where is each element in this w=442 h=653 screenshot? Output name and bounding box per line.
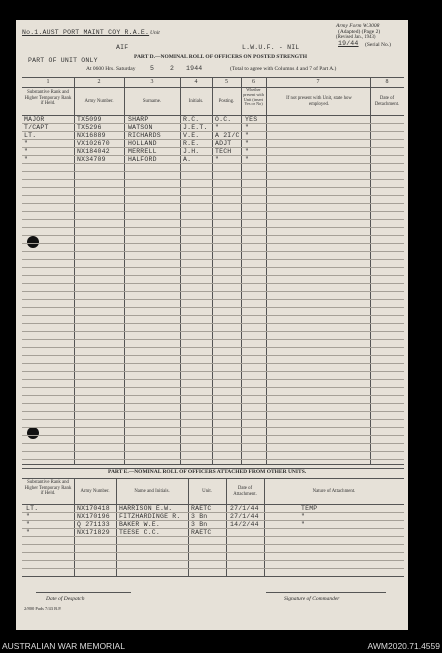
part-d-col-border-5 xyxy=(241,77,242,464)
ruled-line xyxy=(22,219,404,220)
ruled-line xyxy=(22,339,404,340)
col-header-detachment: Date of Detachment. xyxy=(374,96,400,107)
part-d-col-border-2 xyxy=(124,77,125,464)
ruled-line xyxy=(22,179,404,180)
part-d-cell-rank: T/CAPT xyxy=(24,124,49,131)
punch-hole-bottom xyxy=(27,427,39,439)
archive-name: AUSTRALIAN WAR MEMORIAL xyxy=(2,641,125,651)
part-d-cell-present: " xyxy=(245,148,250,155)
ruled-line xyxy=(22,403,404,404)
ruled-line xyxy=(22,315,404,316)
unit-name: No.1.AUST PORT MAINT COY R.A.E. xyxy=(22,29,150,36)
part-d-col-border-1 xyxy=(74,77,75,464)
form-adapted: (Adapted) (Page 2) xyxy=(338,29,381,35)
part-d-cell-present: YES xyxy=(245,116,258,123)
at-year: 1944 xyxy=(186,65,203,72)
part-e-cell-rank: LT. xyxy=(26,505,39,512)
part-e-cell-rank: " xyxy=(26,513,31,520)
part-e-title-divider xyxy=(22,478,404,479)
part-e-title: PART E.—NOMINAL ROLL OF OFFICERS ATTACHED FROM OTHER UNITS. xyxy=(108,469,307,475)
part-d-cell-present: " xyxy=(245,156,250,163)
ruled-line xyxy=(22,568,404,569)
at-month: 2 xyxy=(170,65,175,72)
col-header-army-number: Army Number. xyxy=(84,99,114,104)
part-e-cell-name: TEESE C.C. xyxy=(119,529,161,536)
ruled-line xyxy=(22,560,404,561)
part-d-cell-initials: J.H. xyxy=(183,148,200,155)
part-d-cell-present: " xyxy=(245,140,250,147)
col-header-posting: Posting. xyxy=(218,99,235,104)
part-e-cell-unit: RAETC xyxy=(191,529,212,536)
part-e-cell-date: 27/1/44 xyxy=(230,513,259,520)
at-line-prefix: At 0600 Hrs. Saturday xyxy=(86,66,136,72)
part-d-title: PART D.—NOMINAL ROLL OF OFFICERS ON POSTED STRENGTH xyxy=(134,54,307,60)
part-e-cell-nature: " xyxy=(301,513,306,520)
part-d-cell-surname: HOLLAND xyxy=(128,140,157,147)
ruled-line xyxy=(22,163,404,164)
part-d-cell-rank: LT. xyxy=(24,132,37,139)
ruled-line xyxy=(22,395,404,396)
part-d-cell-rank: " xyxy=(24,140,29,147)
part-e-cell-number: NX171829 xyxy=(77,529,110,536)
part-e-cell-unit: 3 Bn xyxy=(191,521,208,528)
col-number-5: 5 xyxy=(225,79,228,85)
part-e-cell-unit: RAETC xyxy=(191,505,212,512)
part-d-col-border-6 xyxy=(266,77,267,464)
part-e-col-border-4 xyxy=(226,478,227,576)
part-d-cell-initials: V.E. xyxy=(183,132,200,139)
ruled-line xyxy=(22,307,404,308)
part-d-cell-surname: HALFORD xyxy=(128,156,157,163)
part-e-cell-name: HARRISON E.W. xyxy=(119,505,173,512)
part-d-col-border-7 xyxy=(370,77,371,464)
part-d-cell-present: " xyxy=(245,132,250,139)
roll-form-sheet xyxy=(16,20,408,630)
ruled-line xyxy=(22,371,404,372)
ruled-line xyxy=(22,299,404,300)
part-e-cell-nature: TEMP xyxy=(301,505,318,512)
ruled-line xyxy=(22,363,404,364)
archive-id: AWM2020.71.4559 xyxy=(367,641,440,651)
col-number-7: 7 xyxy=(316,79,320,85)
luwp-label: L.W.U.F. - NIL xyxy=(242,44,300,51)
ruled-line xyxy=(22,347,404,348)
col-number-2: 2 xyxy=(97,79,101,85)
ruled-line xyxy=(22,283,404,284)
ruled-line xyxy=(22,443,404,444)
ruled-line xyxy=(22,187,404,188)
part-d-cell-posting: A 2I/C xyxy=(215,132,240,139)
col-header-rank: Substantive Rank and Higher Temporary Rank if Held. xyxy=(24,90,72,107)
ruled-line xyxy=(22,411,404,412)
part-d-cell-number: NX34709 xyxy=(77,156,106,163)
part-d-cell-initials: J.E.T. xyxy=(183,124,208,131)
part-e-cell-number: NX170418 xyxy=(77,505,110,512)
part-e-cell-rank: " xyxy=(26,529,31,536)
col-header-initials: Initials. xyxy=(188,99,204,104)
e-header-date: Date of Attachment. xyxy=(233,486,257,497)
part-d-cell-posting: " xyxy=(215,124,220,131)
e-header-unit: Unit. xyxy=(202,489,212,494)
col-number-1: 1 xyxy=(46,79,50,85)
col-number-8: 8 xyxy=(385,79,389,85)
part-e-cell-unit: 3 Bn xyxy=(191,513,208,520)
col-header-present: Whether present with Unit (insert Yes or No) xyxy=(243,87,264,107)
part-d-cell-rank: " xyxy=(24,156,29,163)
part-d-cell-posting: O.C. xyxy=(215,116,232,123)
col-number-6: 6 xyxy=(252,79,255,85)
e-header-name: Name and Initials. xyxy=(134,489,170,494)
e-header-rank: Substantive Rank and Higher Temporary Rank if Held. xyxy=(24,480,72,497)
part-d-cell-posting: TECH xyxy=(215,148,232,155)
serial-label: (Serial No.) xyxy=(365,42,391,48)
part-d-col-border-4 xyxy=(212,77,213,464)
part-d-cell-number: VX102670 xyxy=(77,140,110,147)
part-e-cell-date: 27/1/44 xyxy=(230,505,259,512)
total-note: (Total to agree with Columns 4 and 7 of Part A.) xyxy=(230,66,337,72)
part-d-cell-number: NX16889 xyxy=(77,132,106,139)
ruled-line xyxy=(22,552,404,553)
ruled-line xyxy=(22,275,404,276)
date-of-despatch: Date of Despatch xyxy=(46,596,85,602)
col-number-3: 3 xyxy=(150,79,154,85)
part-e-cell-name: BAKER W.E. xyxy=(119,521,161,528)
ruled-line xyxy=(22,251,404,252)
ruled-line xyxy=(22,291,404,292)
col-header-employed: If not present with Unit, state how employed. xyxy=(286,96,352,107)
ruled-line xyxy=(22,387,404,388)
ruled-line xyxy=(22,227,404,228)
part-e-cell-number: Q 271133 xyxy=(77,521,110,528)
part-d-cell-surname: WATSON xyxy=(128,124,153,131)
ruled-line xyxy=(22,536,404,537)
part-of-unit: PART OF UNIT ONLY xyxy=(28,57,98,64)
serial-number: 19/44 xyxy=(338,40,359,47)
ruled-line xyxy=(22,203,404,204)
ruled-line xyxy=(22,435,404,436)
ruled-line xyxy=(22,544,404,545)
part-d-cell-posting: ADJT xyxy=(215,140,232,147)
part-d-cell-posting: " xyxy=(215,156,220,163)
part-e-cell-name: FITZHARDINGE R. xyxy=(119,513,181,520)
print-note: 2/800 Pads 7/43 B.P. xyxy=(24,606,62,611)
form-revised: (Revised Jan., 1943) xyxy=(336,35,376,40)
ruled-line xyxy=(22,451,404,452)
part-e-cell-number: NX170196 xyxy=(77,513,110,520)
ruled-line xyxy=(22,379,404,380)
form-number: Army Form W.3008 xyxy=(336,23,380,29)
ruled-line xyxy=(22,419,404,420)
despatch-line xyxy=(36,592,131,593)
part-d-col-border-3 xyxy=(180,77,181,464)
part-d-cell-number: TX5296 xyxy=(77,124,102,131)
ruled-line xyxy=(22,331,404,332)
ruled-line xyxy=(22,243,404,244)
col-header-surname: Surname. xyxy=(142,99,162,104)
ruled-line xyxy=(22,235,404,236)
archive-footer xyxy=(0,640,442,653)
signature-of-commander: Signature of Commander xyxy=(284,596,340,602)
col-number-4: 4 xyxy=(194,79,198,85)
part-d-cell-initials: R.E. xyxy=(183,140,200,147)
part-d-cell-surname: RICHARDS xyxy=(128,132,161,139)
part-d-cell-rank: MAJOR xyxy=(24,116,45,123)
ruled-line xyxy=(22,195,404,196)
ruled-line xyxy=(22,427,404,428)
ruled-line xyxy=(22,171,404,172)
part-e-cell-rank: " xyxy=(26,521,31,528)
part-d-cell-surname: SHARP xyxy=(128,116,149,123)
e-header-nature: Nature of Attachment. xyxy=(312,489,356,494)
ruled-line xyxy=(22,267,404,268)
part-d-cell-surname: MERRELL xyxy=(128,148,157,155)
ruled-line xyxy=(22,259,404,260)
part-e-cell-date: 14/2/44 xyxy=(230,521,259,528)
part-d-number-divider xyxy=(22,87,404,88)
part-d-cell-initials: A. xyxy=(183,156,192,163)
part-d-top-border xyxy=(22,77,404,78)
ruled-line xyxy=(22,323,404,324)
signature-line xyxy=(266,592,386,593)
part-d-cell-number: NX184042 xyxy=(77,148,110,155)
ruled-line xyxy=(22,355,404,356)
part-e-bottom-border xyxy=(22,576,404,577)
aif-label: AIF xyxy=(116,44,129,51)
unit-label: Unit xyxy=(150,30,160,36)
part-d-cell-number: TX5099 xyxy=(77,116,102,123)
punch-hole-top xyxy=(27,236,39,248)
ruled-line xyxy=(22,459,404,460)
ruled-line xyxy=(22,211,404,212)
part-d-cell-rank: " xyxy=(24,148,29,155)
e-header-army-number: Army Number. xyxy=(80,489,110,494)
part-d-cell-present: " xyxy=(245,124,250,131)
at-day: 5 xyxy=(150,65,155,72)
part-e-cell-nature: " xyxy=(301,521,306,528)
part-d-bottom-border xyxy=(22,464,404,465)
part-d-cell-initials: R.C. xyxy=(183,116,200,123)
